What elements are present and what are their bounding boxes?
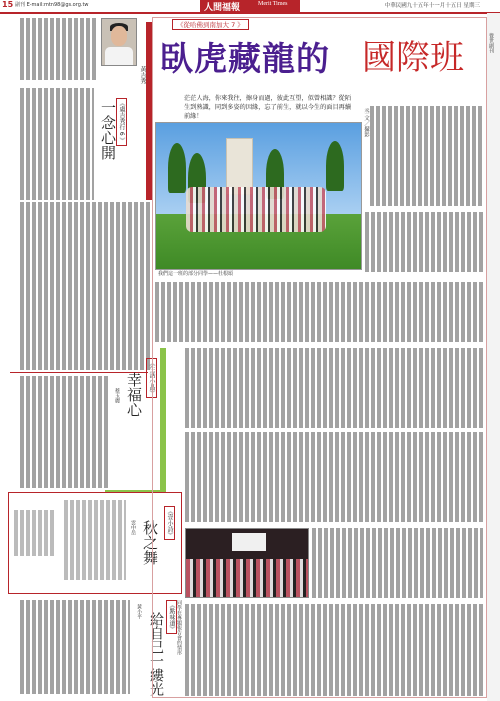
- brand-name: 人間福報: [204, 3, 241, 13]
- col4-text: [20, 600, 130, 694]
- side-strip-label: 覺世副刊: [488, 33, 494, 53]
- feature-title-main: 臥虎藏龍的: [160, 39, 330, 78]
- feature-lead: 茫茫人海，你來我往，擦身而過，彼此互望，似曾相識？從陌生到熟識，同到多姿的因緣，忘了前生，就以今生的面目再續前緣！: [184, 95, 352, 120]
- side-strip: [487, 13, 500, 701]
- author-portrait: [101, 18, 137, 66]
- col4-title: 給自己一縷光: [148, 612, 164, 696]
- col3-author: 雲中岳: [130, 520, 136, 535]
- col1-tag: 《盧吉秀行 6 》: [118, 100, 125, 144]
- section-email: 副刊 E-mail:mtn98@gs.org.tw: [15, 2, 89, 8]
- group-photo-caption: 我們這一班的部分同學——杜根頌: [158, 271, 234, 277]
- col1-intro-text: [20, 18, 98, 80]
- col2-tag: 《生活小品》: [148, 360, 155, 396]
- feature-frame: [152, 17, 487, 698]
- col1-author: 黃吉秀: [139, 66, 146, 84]
- issue-date: 中華民國九十五年十一月十五日 星期三: [384, 3, 480, 9]
- col2-author: 蔡玉麗: [114, 388, 120, 403]
- col2-title: 幸福心: [125, 372, 143, 417]
- feature-title-sub: 國際班: [362, 38, 464, 78]
- col4-tag: 《點味道》: [168, 602, 175, 632]
- col1-text-b: [20, 202, 150, 370]
- col3-tag: 《壹小詩》: [166, 508, 173, 538]
- page-header: [0, 0, 500, 14]
- seminar-photo-caption: 同學在專題報告會的情形: [176, 600, 182, 655]
- brand-english: Merit Times: [258, 1, 288, 7]
- col3-note: [14, 510, 56, 556]
- page-number: 15: [2, 0, 14, 9]
- feature-byline: 丞 文／攝影: [363, 108, 369, 138]
- col1-text-a: [20, 88, 94, 200]
- col4-author: 黃小平: [136, 604, 142, 619]
- col1-title: 一念心開: [99, 100, 117, 160]
- col3-title: 秋之舞: [141, 520, 159, 565]
- col3-poem: [64, 500, 126, 580]
- feature-series-tag: 《從哈佛到南加大 7 》: [172, 19, 249, 30]
- col2-text: [20, 376, 110, 488]
